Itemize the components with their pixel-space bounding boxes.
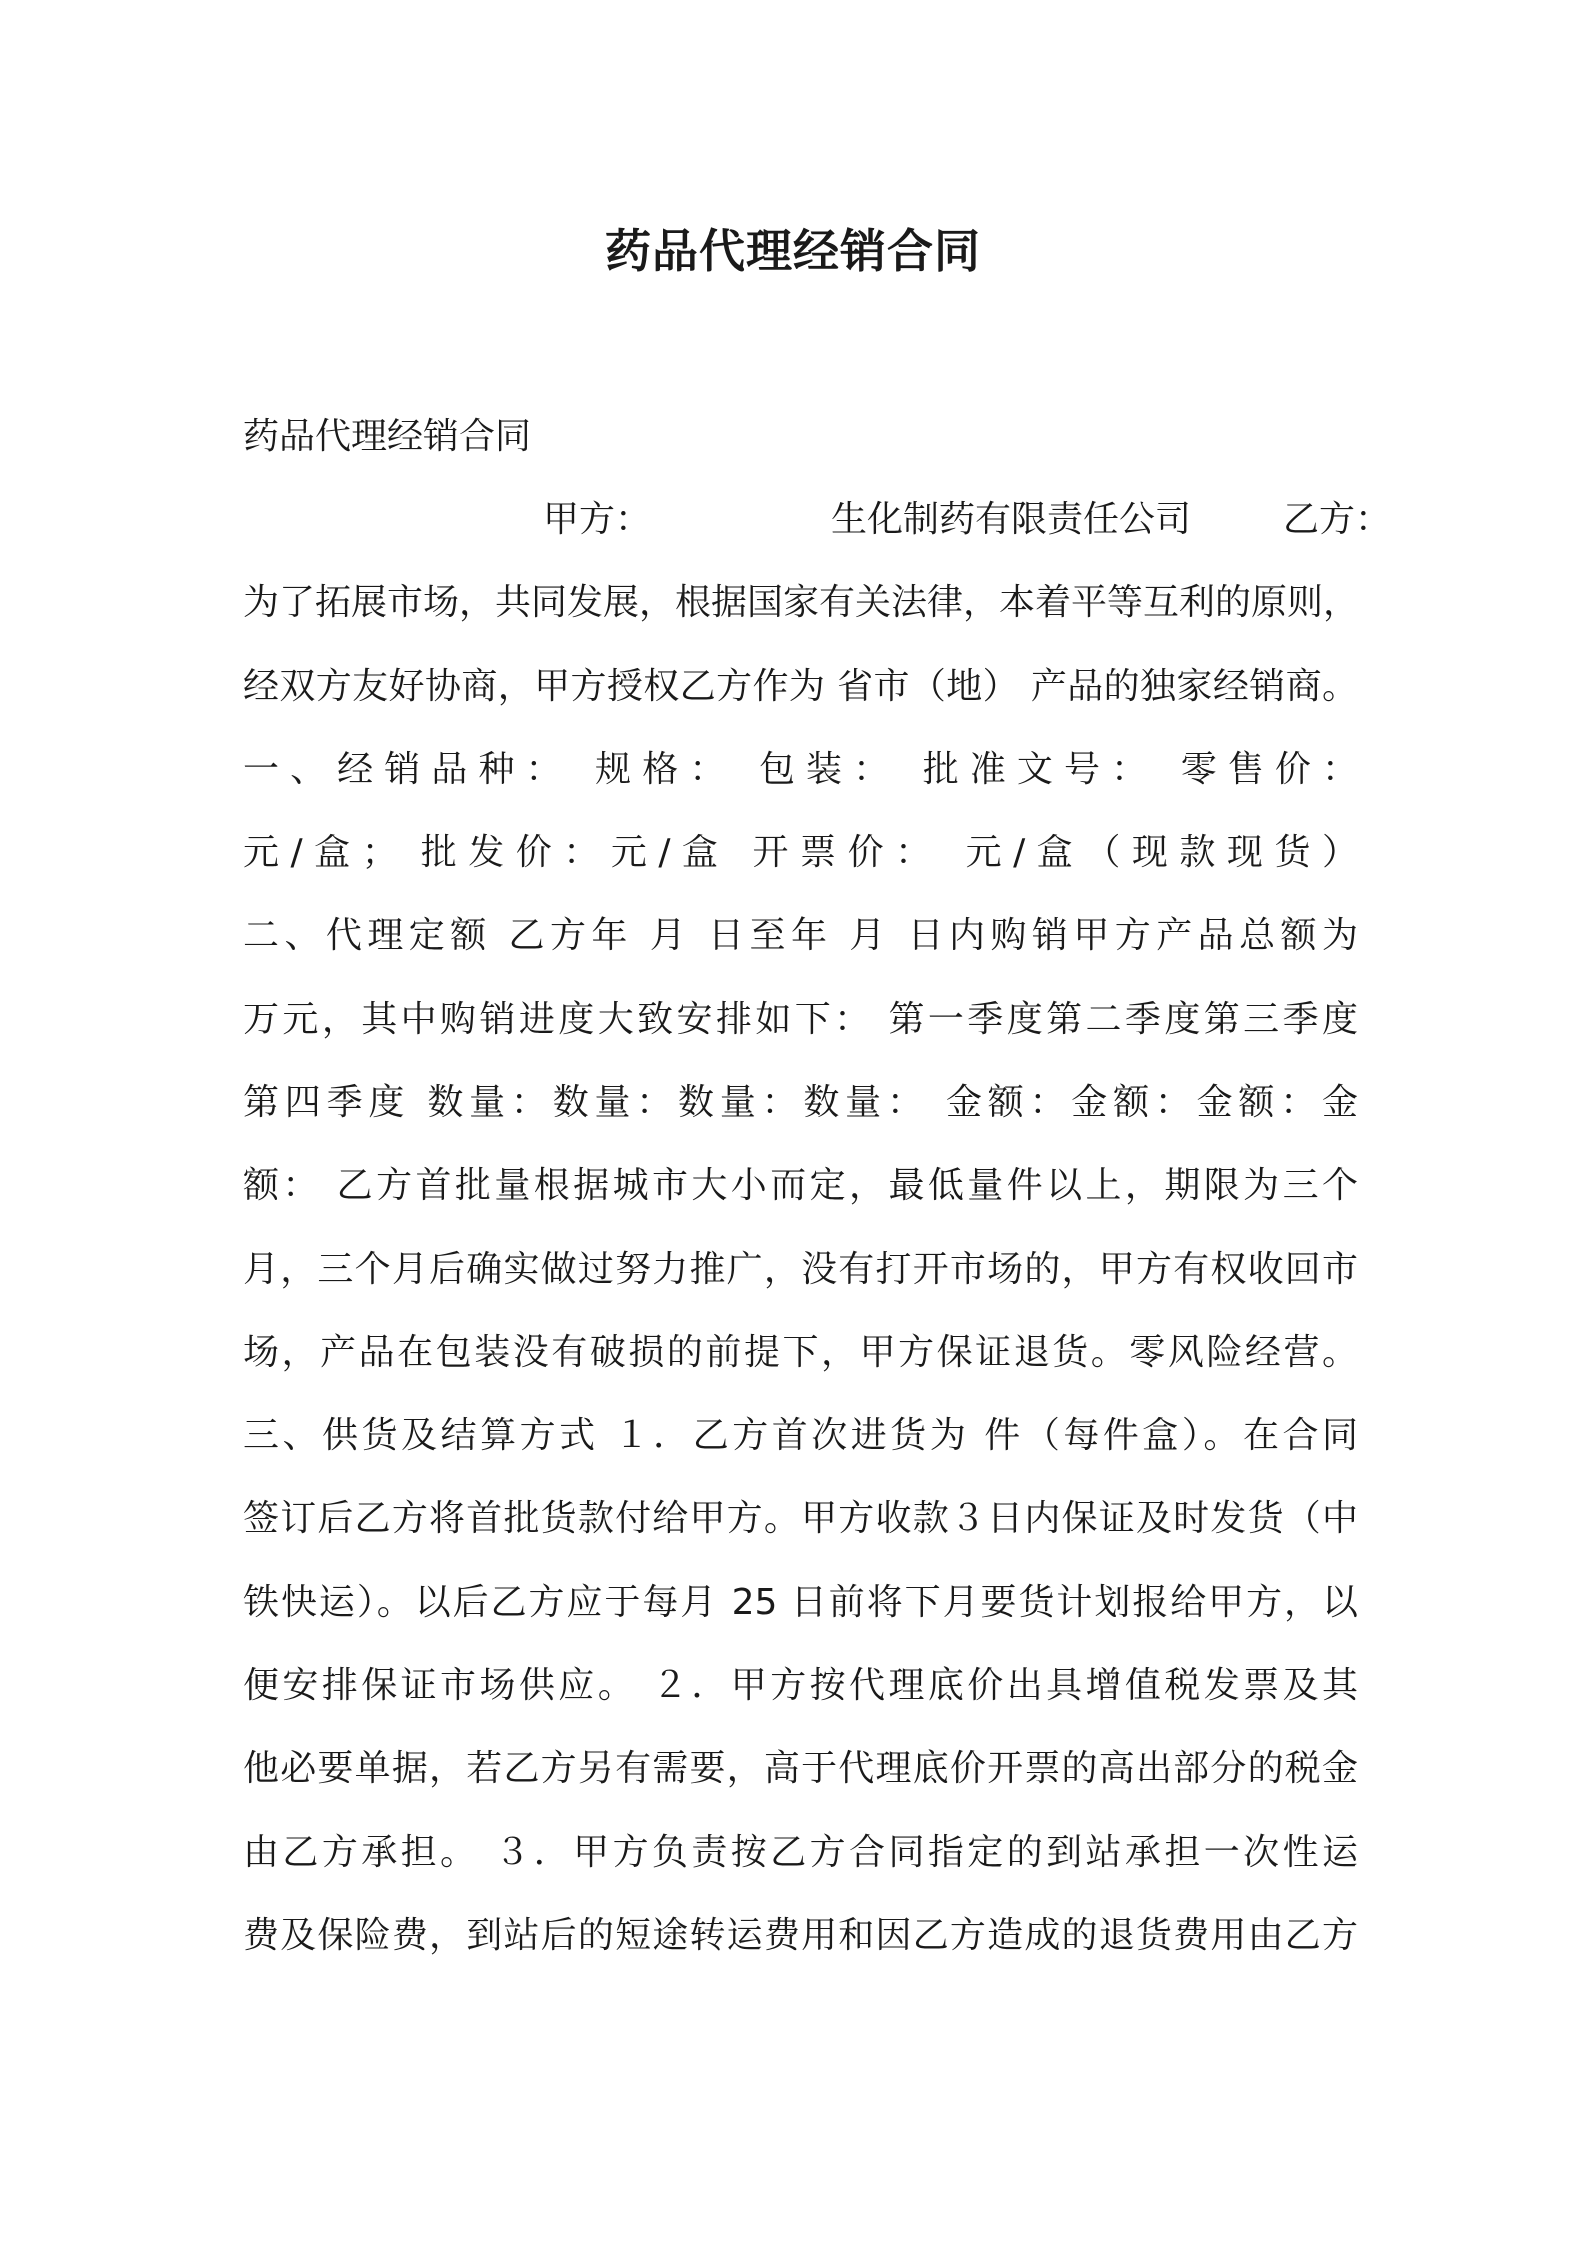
body-line: 三、供货及结算方式 １．乙方首次进货为 件（每件盒）。在合同 <box>243 1415 1358 1456</box>
body-line: 一、经销品种： 规格： 包装： 批准文号： 零售价： <box>243 749 1358 790</box>
parties-line <box>243 495 1392 545</box>
body-line: 便安排保证市场供应。 ２．甲方按代理底价出具增值税发票及其 <box>243 1665 1358 1706</box>
body-line: 二、代理定额 乙方年 月 日至年 月 日内购销甲方产品总额为 <box>243 915 1358 956</box>
body-line: 为了拓展市场，共同发展，根据国家有关法律，本着平等互利的原则， <box>243 582 1360 623</box>
body-line: 签订后乙方将首批货款付给甲方。甲方收款３日内保证及时发货（中 <box>243 1498 1358 1539</box>
body-line: 经双方友好协商，甲方授权乙方作为 省市（地） 产品的独家经销商。 <box>243 666 1358 707</box>
party-b-label: 乙方： <box>1283 499 1392 540</box>
body-line: 由乙方承担。 ３．甲方负责按乙方合同指定的到站承担一次性运 <box>243 1832 1358 1873</box>
body-line: 铁快运）。以后乙方应于每月 25 日前将下月要货计划报给甲方，以 <box>243 1582 1358 1623</box>
party-a-name: 生化制药有限责任公司 <box>831 499 1192 540</box>
body-line: 他必要单据，若乙方另有需要，高于代理底价开票的高出部分的税金 <box>243 1748 1358 1789</box>
body-line: 元/盒； 批发价：元/盒 开票价： 元/盒（现款现货） <box>243 832 1358 873</box>
body-line: 万元，其中购销进度大致安排如下： 第一季度第二季度第三季度 <box>243 999 1358 1040</box>
body-line: 场，产品在包装没有破损的前提下，甲方保证退货。零风险经营。 <box>243 1332 1358 1373</box>
body-line: 额： 乙方首批量根据城市大小而定，最低量件以上，期限为三个 <box>243 1165 1358 1206</box>
body-line: 月，三个月后确实做过努力推广，没有打开市场的，甲方有权收回市 <box>243 1249 1358 1290</box>
body-line: 费及保险费，到站后的短途转运费用和因乙方造成的退货费用由乙方 <box>243 1915 1358 1956</box>
party-a-label: 甲方： <box>543 499 652 540</box>
document-title: 药品代理经销合同 <box>605 224 981 278</box>
body-line: 第四季度 数量：数量：数量：数量： 金额：金额：金额：金 <box>243 1082 1358 1123</box>
document-subtitle: 药品代理经销合同 <box>243 416 532 457</box>
